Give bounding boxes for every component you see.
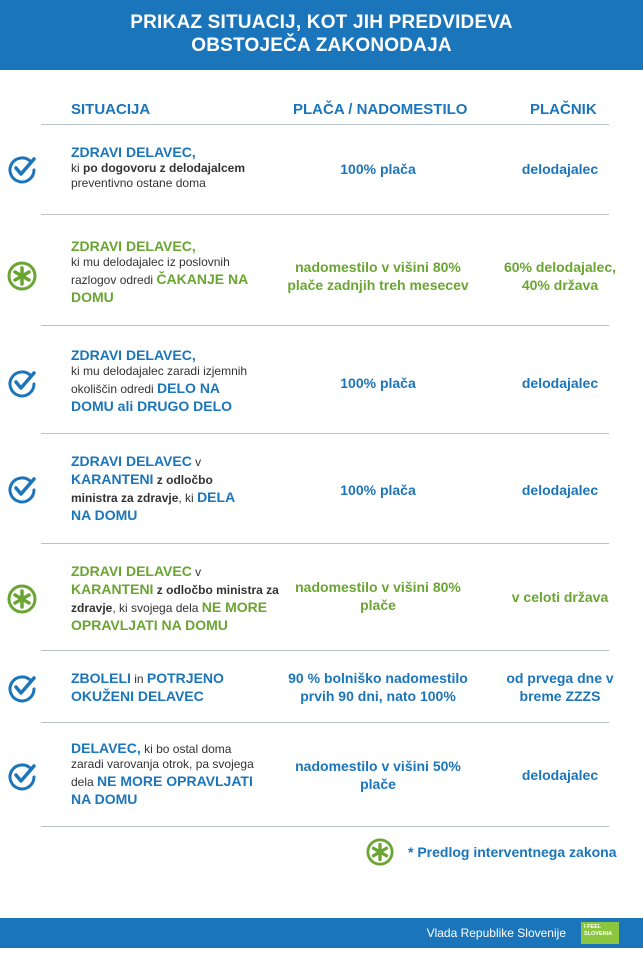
page-footer — [0, 918, 643, 948]
page-header — [0, 0, 643, 70]
column-header-payer: PLAČNIK — [530, 101, 597, 118]
situation-text: ZBOLELI in POTRJENO OKUŽENI DELAVEC — [71, 670, 224, 704]
pay-cell: nadomestilo v višini 80% plače zadnjih treh mesecev — [287, 259, 469, 293]
payer-cell: delodajalec — [521, 767, 599, 783]
situation-text: ZDRAVI DELAVEC v KARANTENI z odločbo ministra za zdravje, ki DELA NA DOMU — [71, 453, 235, 523]
bottom-strip — [0, 948, 643, 960]
asterisk-icon — [7, 584, 37, 614]
column-header-pay: PLAČA / NADOMESTILO — [293, 101, 468, 118]
check-icon — [7, 474, 37, 504]
row-divider — [41, 826, 609, 827]
situation-text: DELAVEC, ki bo ostal doma zaradi varovanja otrok, pa svojega dela NE MORE OPRAVLJATI NA DOMU — [71, 740, 254, 807]
row-divider — [41, 214, 609, 215]
row-divider — [41, 543, 609, 544]
pay-cell: nadomestilo v višini 80% plače — [295, 579, 461, 613]
situation-text: ZDRAVI DELAVEC, ki mu delodajalec iz poslovnih razlogov odredi ČAKANJE NA DOMU — [71, 238, 248, 305]
pay-cell: 100% plača — [340, 375, 416, 391]
header-title-line-2: OBSTOJEČA ZAKONODAJA — [191, 35, 452, 56]
pay-cell: 100% plača — [340, 482, 416, 498]
footnote-text: * Predlog interventnega zakona — [408, 844, 617, 860]
payer-cell: delodajalec — [521, 375, 599, 391]
payer-cell: od prvega dne v breme ZZZS — [506, 670, 614, 704]
header-title-line-1: PRIKAZ SITUACIJ, KOT JIH PREDVIDEVA — [130, 12, 513, 33]
footnote — [366, 838, 617, 866]
situation-text: ZDRAVI DELAVEC v KARANTENI z odločbo ministra za zdravje, ki svojega dela NE MORE OPRAVLJATI NA DOMU — [71, 563, 279, 633]
column-header-situation: SITUACIJA — [71, 101, 151, 118]
situation-text: ZDRAVI DELAVEC, ki mu delodajalec zaradi izjemnih okoliščin odredi DELO NA DOMU ali DRUGO DELO — [71, 347, 248, 414]
footer-org: Vlada Republike Slovenije — [426, 926, 566, 940]
asterisk-icon — [366, 838, 394, 866]
check-icon — [7, 673, 37, 703]
payer-cell: v celoti država — [511, 589, 609, 605]
payer-cell: delodajalec — [521, 161, 599, 177]
pay-cell: nadomestilo v višini 50% plače — [295, 758, 461, 792]
payer-cell: 60% delodajalec, 40% država — [503, 259, 617, 293]
check-icon — [7, 368, 37, 398]
asterisk-icon — [7, 261, 37, 291]
payer-cell: delodajalec — [521, 482, 599, 498]
pay-cell: 90 % bolniško nadomestilo prvih 90 dni, nato 100% — [288, 670, 468, 704]
situation-text: ZDRAVI DELAVEC, ki po dogovoru z delodajalcem preventivno ostane doma — [71, 144, 246, 190]
row-divider — [41, 433, 609, 434]
i-feel-slovenia-logo: I FEEL SLOVENIA — [581, 922, 619, 944]
row-divider — [41, 124, 609, 125]
row-divider — [41, 650, 609, 651]
pay-cell: 100% plača — [340, 161, 416, 177]
check-icon — [7, 154, 37, 184]
row-divider — [41, 325, 609, 326]
row-divider — [41, 722, 609, 723]
check-icon — [7, 761, 37, 791]
